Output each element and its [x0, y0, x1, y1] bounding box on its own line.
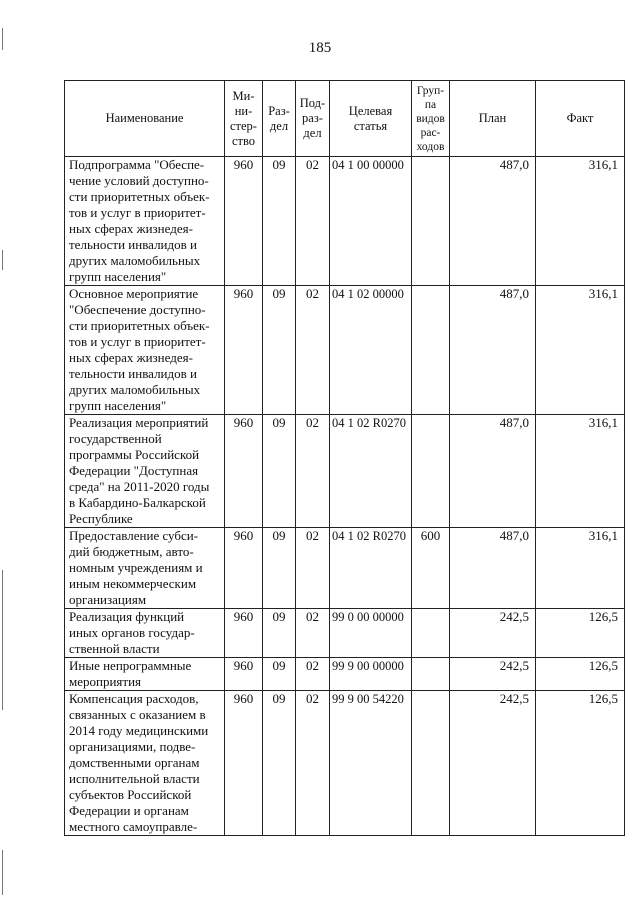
- cell-group: [412, 157, 450, 286]
- budget-table: [64, 80, 625, 836]
- cell-target: 04 1 02 R0270: [330, 528, 412, 609]
- header-row: [65, 81, 625, 157]
- cell-target: 04 1 02 00000: [330, 286, 412, 415]
- scan-edge-mark: [2, 570, 3, 710]
- table-row: [65, 286, 625, 415]
- table-row: [65, 157, 625, 286]
- cell-target: 04 1 02 R0270: [330, 415, 412, 528]
- cell-subsection: 02: [296, 286, 330, 415]
- cell-subsection: 02: [296, 691, 330, 836]
- header-ministry: Ми- ни- стер- ство: [225, 81, 263, 157]
- cell-section: 09: [263, 157, 296, 286]
- scan-edge-mark: [2, 850, 3, 895]
- page-number: 185: [308, 40, 332, 56]
- cell-ministry: 960: [225, 157, 263, 286]
- cell-section: 09: [263, 286, 296, 415]
- cell-name: Компенсация расходов, связанных с оказанием в 2014 году медицинскими организациями, подве- домственными органам исполнительной власти субъектов Российской Федерации и органам местного самоуправле-: [65, 691, 225, 836]
- header-name: Наименование: [65, 81, 225, 157]
- header-plan: План: [450, 81, 536, 157]
- cell-section: 09: [263, 691, 296, 836]
- cell-name: Основное мероприятие "Обеспечение доступно- сти приоритетных объек- тов и услуг в приоритет- ных сферах жизнедея- тельности инвалидов и других маломобильных групп населения": [65, 286, 225, 415]
- table-row: [65, 528, 625, 609]
- header-target: Целевая статья: [330, 81, 412, 157]
- cell-section: 09: [263, 528, 296, 609]
- header-subsection: Под- раз- дел: [296, 81, 330, 157]
- table-row: [65, 691, 625, 836]
- cell-subsection: 02: [296, 415, 330, 528]
- cell-plan: 242,5: [450, 691, 536, 836]
- cell-section: 09: [263, 658, 296, 691]
- cell-ministry: 960: [225, 609, 263, 658]
- cell-fact: 316,1: [536, 528, 625, 609]
- cell-ministry: 960: [225, 415, 263, 528]
- cell-name: Реализация функций иных органов государ- ственной власти: [65, 609, 225, 658]
- cell-group: [412, 609, 450, 658]
- cell-name: Подпрограмма "Обеспе- чение условий доступно- сти приоритетных объек- тов и услуг в приоритет- ных сферах жизнедея- тельности инвалидов и других маломобильных групп населения": [65, 157, 225, 286]
- cell-fact: 316,1: [536, 286, 625, 415]
- header-fact: Факт: [536, 81, 625, 157]
- header-section: Раз- дел: [263, 81, 296, 157]
- cell-group: [412, 691, 450, 836]
- table-row: [65, 415, 625, 528]
- cell-ministry: 960: [225, 658, 263, 691]
- cell-fact: 126,5: [536, 658, 625, 691]
- cell-target: 99 9 00 00000: [330, 658, 412, 691]
- cell-fact: 316,1: [536, 415, 625, 528]
- header-group: Груп- па видов рас- ходов: [412, 81, 450, 157]
- cell-plan: 242,5: [450, 658, 536, 691]
- cell-target: 04 1 00 00000: [330, 157, 412, 286]
- cell-fact: 126,5: [536, 691, 625, 836]
- cell-subsection: 02: [296, 528, 330, 609]
- cell-name: Иные непрограммные мероприятия: [65, 658, 225, 691]
- cell-group: [412, 658, 450, 691]
- cell-ministry: 960: [225, 286, 263, 415]
- table-row: [65, 609, 625, 658]
- cell-ministry: 960: [225, 691, 263, 836]
- scan-edge-mark: [2, 250, 3, 270]
- table-row: [65, 658, 625, 691]
- cell-plan: 487,0: [450, 415, 536, 528]
- cell-fact: 126,5: [536, 609, 625, 658]
- cell-subsection: 02: [296, 658, 330, 691]
- cell-fact: 316,1: [536, 157, 625, 286]
- cell-plan: 487,0: [450, 528, 536, 609]
- cell-target: 99 0 00 00000: [330, 609, 412, 658]
- cell-group: [412, 286, 450, 415]
- cell-section: 09: [263, 415, 296, 528]
- cell-target: 99 9 00 54220: [330, 691, 412, 836]
- cell-name: Реализация мероприятий государственной программы Российской Федерации "Доступная среда" на 2011-2020 годы в Кабардино-Балкарской Республике: [65, 415, 225, 528]
- cell-plan: 242,5: [450, 609, 536, 658]
- cell-group: [412, 415, 450, 528]
- cell-name: Предоставление субси- дий бюджетным, авто- номным учреждениям и иным некоммерческим организациям: [65, 528, 225, 609]
- cell-ministry: 960: [225, 528, 263, 609]
- cell-plan: 487,0: [450, 157, 536, 286]
- cell-plan: 487,0: [450, 286, 536, 415]
- cell-subsection: 02: [296, 609, 330, 658]
- cell-section: 09: [263, 609, 296, 658]
- cell-group: 600: [412, 528, 450, 609]
- cell-subsection: 02: [296, 157, 330, 286]
